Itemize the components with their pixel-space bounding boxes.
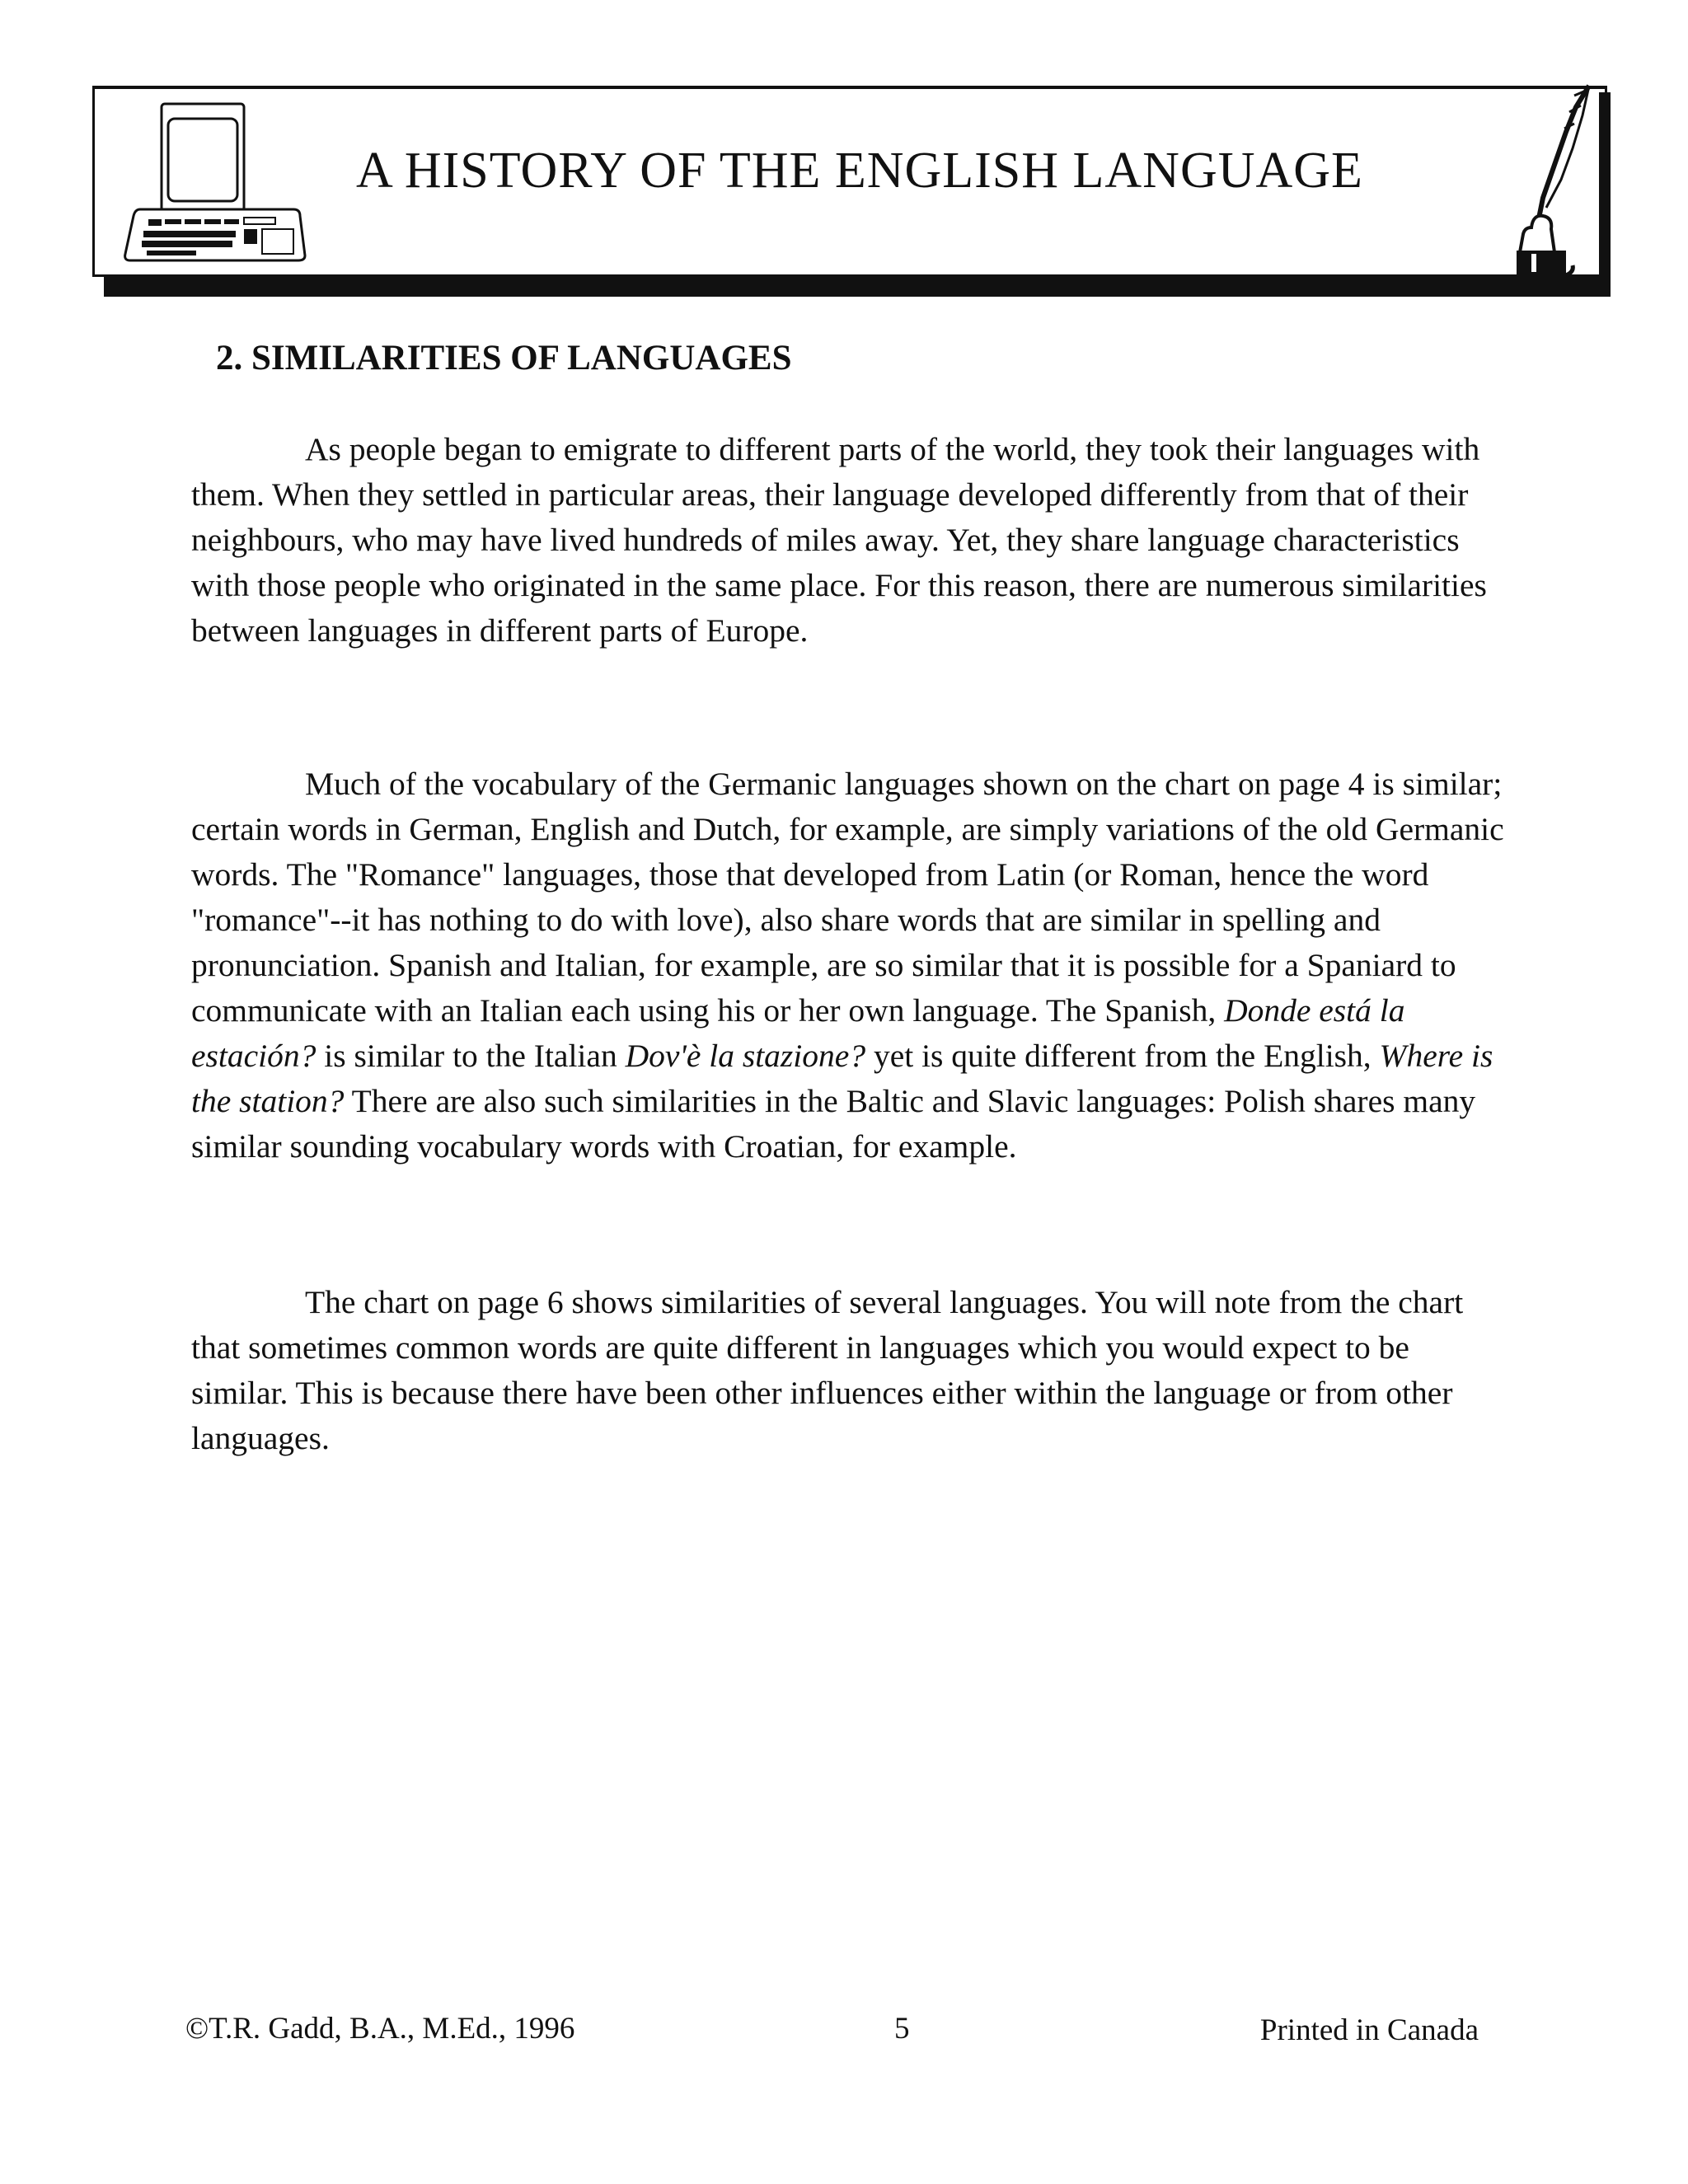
- section-heading: 2. SIMILARITIES OF LANGUAGES: [216, 339, 792, 377]
- english-phrase: Where is the station?: [191, 1038, 1493, 1119]
- footer-copyright: ©T.R. Gadd, B.A., M.Ed., 1996: [185, 2012, 575, 2046]
- paragraph-2-text: yet is quite different from the English,: [865, 1038, 1380, 1074]
- paragraph-2-text: There are also such similarities in the Baltic and Slavic languages: Polish shares many similar sounding vocabulary words with Croatian, for example.: [191, 1083, 1476, 1165]
- quill-inkwell-icon: [1484, 82, 1599, 280]
- footer-printed: Printed in Canada: [1259, 2013, 1479, 2047]
- italian-phrase: Dov'è la stazione?: [625, 1038, 866, 1074]
- page-number: 5: [894, 2012, 910, 2046]
- paragraph-3: The chart on page 6 shows similarities of several languages. You will note from the chart that sometimes common words are quite different in languages which you would expect to be similar. This is because there have been other influences either within the language or from other languages.: [191, 1284, 1464, 1456]
- computer-icon: [114, 99, 353, 264]
- spanish-phrase: Donde está la estación?: [191, 992, 1405, 1074]
- paragraph-2-text: Much of the vocabulary of the Germanic languages shown on the chart on page 4 is similar; certain words in German, English and Dutch, for example, are simply variations of the old Germanic words. The "Romance" languages, those that developed from Latin (or Roman, hence the word "romance"--it has nothing to do with love), also share words that are similar in spelling and pronunciation. Spanish and Italian, for example, are so similar that it is possible for a Spaniard to communicate with an Italian each using his or her own language. The Spanish,: [191, 766, 1504, 1029]
- header-shadow-bar: [104, 277, 1607, 297]
- paragraph-2: [191, 762, 1510, 1169]
- paragraph-1: As people began to emigrate to different parts of the world, they took their languages with them. When they settled in particular areas, their language developed differently from that of their neighbours, who may have lived hundreds of miles away. Yet, they share language characteristics with those people who originated in the same place. For this reason, there are numerous similarities between languages in different parts of Europe.: [191, 431, 1487, 649]
- paragraph-2-text: is similar to the Italian: [316, 1038, 626, 1074]
- document-title: A HISTORY OF THE ENGLISH LANGUAGE: [356, 143, 1363, 199]
- header-shadow-side: [1599, 92, 1611, 297]
